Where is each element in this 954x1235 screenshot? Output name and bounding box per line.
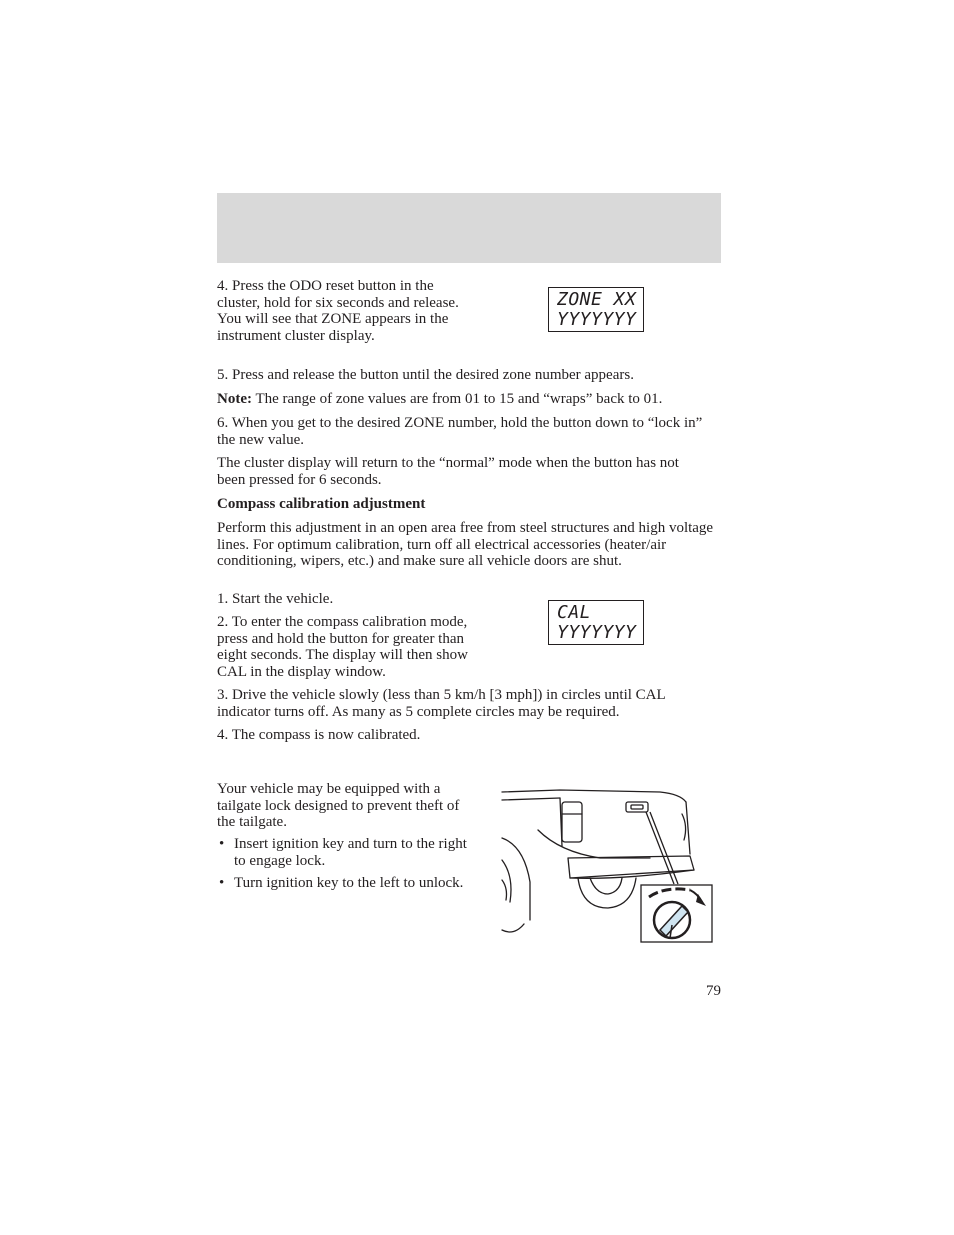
step-4-odo: 4. Press the ODO reset button in the cluster, hold for six seconds and release. You will see that ZONE appears in the instrument cluster display.: [217, 278, 459, 344]
page-number: 79: [706, 983, 721, 999]
note-text: The range of zone values are from 01 to 15 and “wraps” back to 01.: [251, 391, 663, 407]
cal-step-1: 1. Start the vehicle.: [217, 591, 334, 607]
tailgate-bullet-list: [217, 836, 479, 898]
tailgate-lock-illustration: [500, 780, 720, 950]
cal-step-4: 4. The compass is now calibrated.: [217, 727, 421, 743]
tailgate-bullet-lock: • Insert ignition key and turn to the right to engage lock.: [217, 836, 479, 869]
cal-step-2: [217, 614, 479, 680]
cal-display-line2: YYYYYYY: [557, 622, 637, 643]
return-text: The cluster display will return to the “normal” mode when the button has not been pressed for 6 seconds.: [217, 455, 679, 488]
tailgate-intro: Your vehicle may be equipped with a tailgate lock designed to prevent theft of the tailgate.: [217, 781, 460, 830]
cal-step-2-text: 2. To enter the compass calibration mode, press and hold the button for greater than eight seconds. The display will then show CAL in the display window.: [217, 614, 468, 680]
compass-heading: Compass calibration adjustment: [217, 496, 426, 512]
zone-display: [548, 287, 644, 332]
perform-text: Perform this adjustment in an open area free from steel structures and high voltage lines. For optimum calibration, turn off all electrical accessories (heater/air conditioning, wipers, etc.) and make sure all vehicle doors are shut.: [217, 520, 714, 569]
header-band: [217, 193, 721, 263]
cal-display: [548, 600, 644, 645]
step-5: 5. Press and release the button until the desired zone number appears.: [217, 367, 634, 383]
note: [217, 391, 721, 408]
zone-display-line1: ZONE XX: [557, 289, 637, 310]
zone-display-line2: YYYYYYY: [557, 309, 637, 330]
tailgate-bullet-unlock: • Turn ignition key to the left to unlock.: [217, 875, 479, 892]
cal-display-line1: CAL: [557, 602, 592, 623]
note-label: Note:: [217, 391, 252, 407]
cal-step-3: 3. Drive the vehicle slowly (less than 5 km/h [3 mph]) in circles until CAL indicator turns off. As many as 5 complete circles may be required.: [217, 687, 666, 720]
step-6: 6. When you get to the desired ZONE number, hold the button down to “lock in” the new value.: [217, 415, 703, 448]
